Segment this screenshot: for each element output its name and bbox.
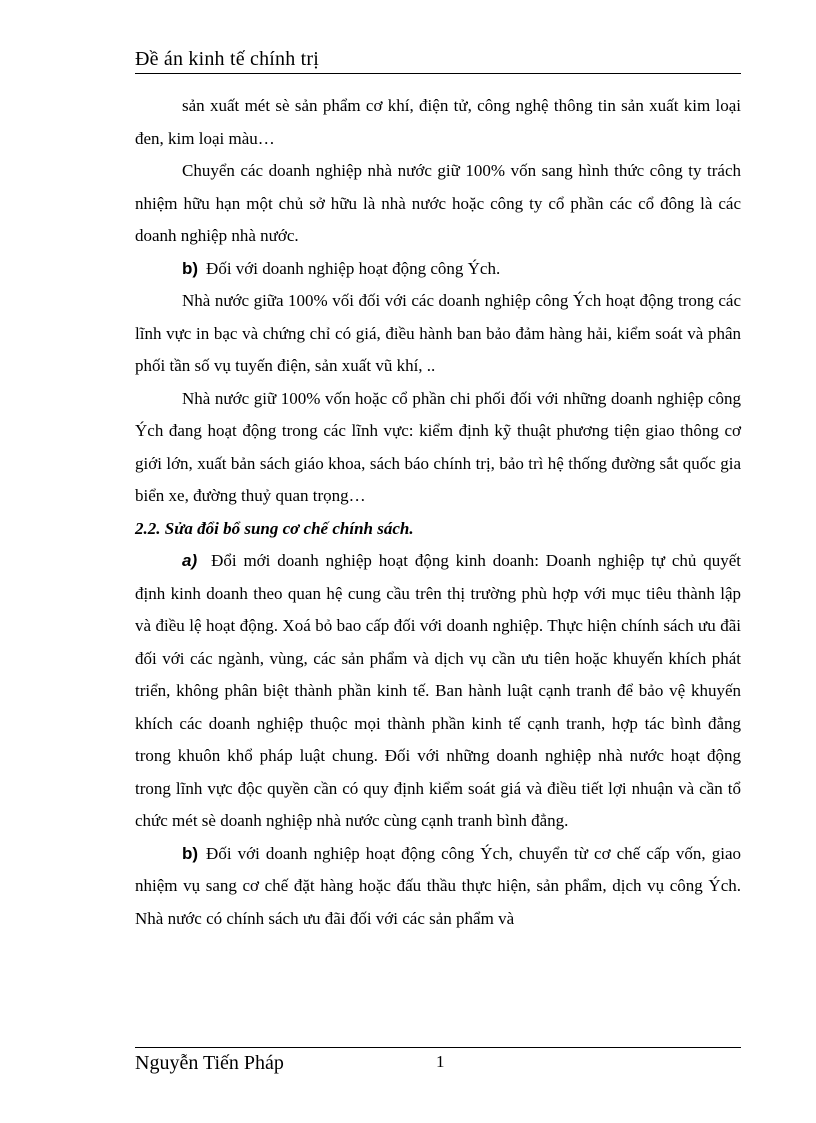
item-b-text: Đối với doanh nghiệp hoạt động công Ých, chuyển từ cơ chế cấp vốn, giao nhiệm vụ sang cơ chế đặt hàng hoặc đấu thầu thực hiện, sản phẩm, dịch vụ công Ých. Nhà nước có chính sách ưu đãi đối với các sản phẩm và [135,843,741,928]
item-b [135,838,741,936]
subheading-b-text: Đối với doanh nghiệp hoạt động công Ých. [206,258,501,278]
page-number: 1 [436,1052,445,1071]
paragraph-4: Nhà nước giữ 100% vốn hoặc cổ phần chi phối đối với những doanh nghiệp công Ých đang hoạt động trong các lĩnh vực: kiểm định kỹ thuật phương tiện giao thông cơ giới lớn, xuất bản sách giáo khoa, sách báo chính trị, bảo trì hệ thống đường sắt quốc gia biển xe, đường thuỷ quan trọng… [135,388,741,505]
footer-divider [135,1047,741,1048]
paragraph-2: Chuyển các doanh nghiệp nhà nước giữ 100% vốn sang hình thức công ty trách nhiệm hữu hạn một chủ sở hữu là nhà nước hoặc công ty cổ phần các cổ đông là các doanh nghiệp nhà nước. [135,161,741,245]
paragraph-1: sản xuất mét sè sản phẩm cơ khí, điện tử, công nghệ thông tin sản xuất kim loại đen, kim loại màu… [135,96,741,148]
item-a [135,545,741,838]
list-marker-b: b) [182,258,199,278]
subheading-b-public [135,253,741,286]
section-heading: 2.2. Sửa đổi bổ sung cơ chế chính sách. [135,518,414,538]
footer-author: Nguyễn Tiến Pháp [135,1052,284,1074]
list-marker-a: a) [182,551,198,570]
paragraph-3: Nhà nước giữa 100% vối đối với các doanh nghiệp công Ých hoạt động trong các lĩnh vực in bạc và chứng chỉ có giá, điều hành ban bảo đảm hàng hải, kiểm soát và phân phối tần số vụ tuyến điện, sản xuất vũ khí, .. [135,291,741,375]
document-body [135,90,741,935]
item-a-text: Đổi mới doanh nghiệp hoạt động kinh doanh: Doanh nghiệp tự chủ quyết định kinh doanh theo quan hệ cung cầu trên thị trường phù hợp với mục tiêu thành lập và điều lệ hoạt động. Xoá bỏ bao cấp đối với doanh nghiệp. Thực hiện chính sách ưu đãi đối với các ngành, vùng, các sản phẩm và dịch vụ cần ưu tiên hoặc khuyến khích phát triển, không phân biệt thành phần kinh tế. Ban hành luật cạnh tranh để bảo vệ khuyến khích các doanh nghiệp thuộc mọi thành phần kinh tế cạnh tranh, hợp tác bình đẳng trong khuôn khổ pháp luật chung. Đối với những doanh nghiệp nhà nước hoạt động trong lĩnh vực độc quyền cần có quy định kiểm soát giá và điều tiết lợi nhuận và cần tổ chức mét sè doanh nghiệp nhà nước cùng cạnh tranh bình đẳng. [135,551,741,830]
list-marker-b2: b) [182,843,199,863]
page-header-title: Đề án kinh tế chính trị [135,48,319,70]
header-divider [135,73,741,74]
